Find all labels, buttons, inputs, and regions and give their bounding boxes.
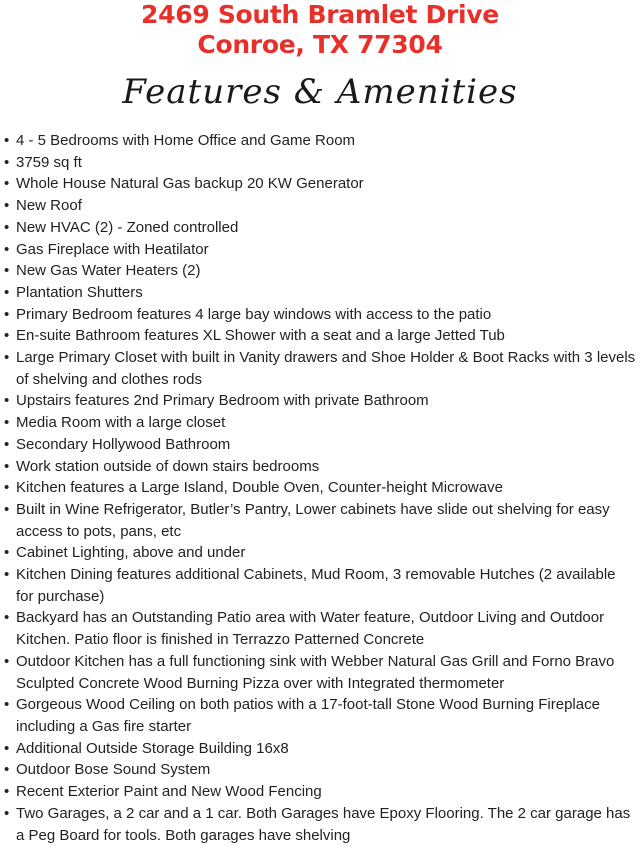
feature-item: • Additional Outside Storage Building 16x8 <box>16 738 636 760</box>
feature-item: • 4 - 5 Bedrooms with Home Office and Game Room <box>16 130 636 152</box>
feature-item: • Large Primary Closet with built in Vanity drawers and Shoe Holder & Boot Racks with 3 levels of shelving and clothes rods <box>16 347 636 390</box>
feature-item: • En-suite Bathroom features XL Shower with a seat and a large Jetted Tub <box>16 325 636 347</box>
feature-item: • Outdoor Bose Sound System <box>16 759 636 781</box>
feature-item: • Plantation Shutters <box>16 282 636 304</box>
feature-item: • Secondary Hollywood Bathroom <box>16 434 636 456</box>
feature-item: • Gas Fireplace with Heatilator <box>16 239 636 261</box>
feature-item: • New Roof <box>16 195 636 217</box>
feature-item: • New Gas Water Heaters (2) <box>16 260 636 282</box>
feature-item: • Whole House Natural Gas backup 20 KW Generator <box>16 173 636 195</box>
feature-item: • 3759 sq ft <box>16 152 636 174</box>
feature-item: • Two Garages, a 2 car and a 1 car. Both Garages have Epoxy Flooring. The 2 car garage has a Peg Board for tools. Both garages have shelving <box>16 803 636 846</box>
page-subtitle: Features & Amenities <box>122 72 518 112</box>
address-street: 2469 South Bramlet Drive <box>141 0 499 29</box>
feature-item: • Primary Bedroom features 4 large bay windows with access to the patio <box>16 304 636 326</box>
address-city: Conroe, TX 77304 <box>197 30 443 59</box>
feature-item: • Gorgeous Wood Ceiling on both patios with a 17-foot-tall Stone Wood Burning Fireplace including a Gas fire starter <box>16 694 636 737</box>
feature-item: • Kitchen Dining features additional Cabinets, Mud Room, 3 removable Hutches (2 available for purchase) <box>16 564 636 607</box>
feature-item: • Built in Wine Refrigerator, Butler’s Pantry, Lower cabinets have slide out shelving for easy access to pots, pans, etc <box>16 499 636 542</box>
feature-item: • Kitchen features a Large Island, Double Oven, Counter-height Microwave <box>16 477 636 499</box>
feature-item: • Recent Exterior Paint and New Wood Fencing <box>16 781 636 803</box>
feature-item: • Backyard has an Outstanding Patio area with Water feature, Outdoor Living and Outdoor Kitchen. Patio floor is finished in Terrazzo Patterned Concrete <box>16 607 636 650</box>
features-list <box>0 130 636 846</box>
header <box>0 0 640 114</box>
feature-item: • Media Room with a large closet <box>16 412 636 434</box>
feature-item: • Work station outside of down stairs bedrooms <box>16 456 636 478</box>
feature-item: • New HVAC (2) - Zoned controlled <box>16 217 636 239</box>
feature-item: • Upstairs features 2nd Primary Bedroom with private Bathroom <box>16 390 636 412</box>
feature-item: • Outdoor Kitchen has a full functioning sink with Webber Natural Gas Grill and Forno Bravo Sculpted Concrete Wood Burning Pizza over with Integrated thermometer <box>16 651 636 694</box>
feature-item: • Cabinet Lighting, above and under <box>16 542 636 564</box>
